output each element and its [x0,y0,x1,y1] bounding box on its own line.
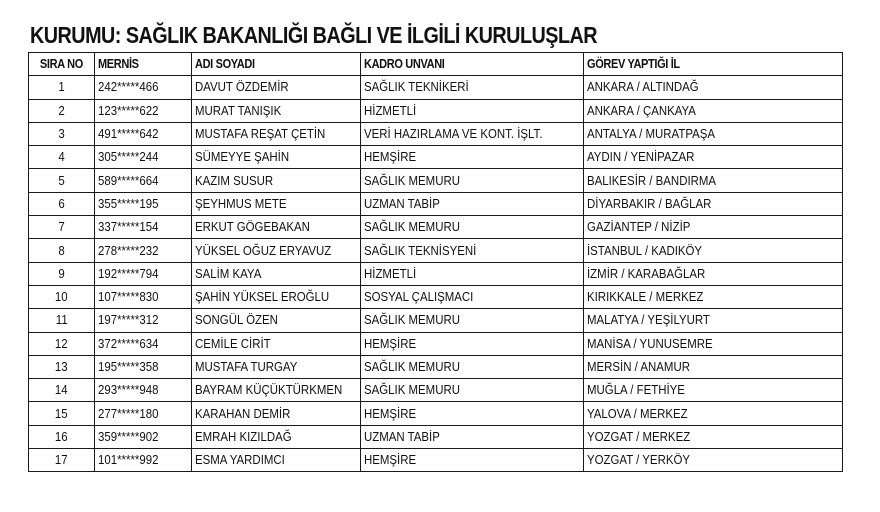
table-row [29,76,843,99]
cell-gorev-yaptigi-il: MANİSA / YUNUSEMRE [584,332,843,355]
cell-sira-no: 15 [29,402,95,425]
cell-mernis: 293*****948 [95,379,192,402]
table-row [29,216,843,239]
table-row [29,332,843,355]
document-title: KURUMU: SAĞLIK BAKANLIĞI BAĞLI VE İLGİLİ KURULUŞLAR [30,22,598,48]
cell-adi-soyadi: BAYRAM KÜÇÜKTÜRKMEN [192,379,361,402]
table-row [29,449,843,472]
cell-kadro-unvani: HEMŞİRE [361,332,584,355]
cell-adi-soyadi: ESMA YARDIMCI [192,449,361,472]
table-row [29,192,843,215]
cell-gorev-yaptigi-il: YOZGAT / MERKEZ [584,425,843,448]
cell-sira-no: 1 [29,76,95,99]
cell-adi-soyadi: SONGÜL ÖZEN [192,309,361,332]
cell-mernis: 242*****466 [95,76,192,99]
cell-kadro-unvani: HEMŞİRE [361,449,584,472]
cell-kadro-unvani: HİZMETLİ [361,99,584,122]
cell-gorev-yaptigi-il: İSTANBUL / KADIKÖY [584,239,843,262]
cell-gorev-yaptigi-il: GAZİANTEP / NİZİP [584,216,843,239]
cell-sira-no: 8 [29,239,95,262]
cell-adi-soyadi: ŞEYHMUS METE [192,192,361,215]
cell-sira-no: 7 [29,216,95,239]
table-row [29,402,843,425]
cell-sira-no: 11 [29,309,95,332]
cell-gorev-yaptigi-il: MUĞLA / FETHİYE [584,379,843,402]
cell-mernis: 101*****992 [95,449,192,472]
cell-adi-soyadi: ŞAHİN YÜKSEL EROĞLU [192,285,361,308]
cell-adi-soyadi: KAZIM SUSUR [192,169,361,192]
cell-kadro-unvani: HEMŞİRE [361,146,584,169]
personnel-table [28,52,843,472]
table-row [29,285,843,308]
header-sira-no: SIRA NO [29,53,95,76]
cell-sira-no: 16 [29,425,95,448]
cell-mernis: 355*****195 [95,192,192,215]
cell-kadro-unvani: HEMŞİRE [361,402,584,425]
cell-kadro-unvani: SAĞLIK TEKNİKERİ [361,76,584,99]
cell-gorev-yaptigi-il: DİYARBAKIR / BAĞLAR [584,192,843,215]
cell-mernis: 372*****634 [95,332,192,355]
cell-gorev-yaptigi-il: YOZGAT / YERKÖY [584,449,843,472]
table-header-row [29,53,843,76]
cell-mernis: 123*****622 [95,99,192,122]
cell-gorev-yaptigi-il: YALOVA / MERKEZ [584,402,843,425]
header-mernis: MERNİS [95,53,192,76]
cell-adi-soyadi: MUSTAFA REŞAT ÇETİN [192,122,361,145]
cell-adi-soyadi: EMRAH KIZILDAĞ [192,425,361,448]
cell-sira-no: 14 [29,379,95,402]
table-row [29,122,843,145]
cell-gorev-yaptigi-il: MALATYA / YEŞİLYURT [584,309,843,332]
cell-kadro-unvani: SAĞLIK MEMURU [361,379,584,402]
table-row [29,309,843,332]
cell-sira-no: 17 [29,449,95,472]
table-body [29,76,843,472]
cell-adi-soyadi: MURAT TANIŞIK [192,99,361,122]
cell-sira-no: 2 [29,99,95,122]
cell-adi-soyadi: DAVUT ÖZDEMİR [192,76,361,99]
table-row [29,262,843,285]
cell-mernis: 359*****902 [95,425,192,448]
table-row [29,146,843,169]
header-adi-soyadi: ADI SOYADI [192,53,361,76]
cell-sira-no: 3 [29,122,95,145]
cell-kadro-unvani: SAĞLIK MEMURU [361,216,584,239]
cell-mernis: 278*****232 [95,239,192,262]
cell-sira-no: 13 [29,355,95,378]
cell-kadro-unvani: HİZMETLİ [361,262,584,285]
cell-kadro-unvani: UZMAN TABİP [361,425,584,448]
cell-kadro-unvani: SOSYAL ÇALIŞMACI [361,285,584,308]
cell-kadro-unvani: UZMAN TABİP [361,192,584,215]
cell-sira-no: 9 [29,262,95,285]
cell-adi-soyadi: KARAHAN DEMİR [192,402,361,425]
cell-kadro-unvani: VERİ HAZIRLAMA VE KONT. İŞLT. [361,122,584,145]
cell-gorev-yaptigi-il: KIRIKKALE / MERKEZ [584,285,843,308]
cell-mernis: 305*****244 [95,146,192,169]
cell-kadro-unvani: SAĞLIK MEMURU [361,169,584,192]
cell-adi-soyadi: SALİM KAYA [192,262,361,285]
cell-adi-soyadi: MUSTAFA TURGAY [192,355,361,378]
cell-sira-no: 5 [29,169,95,192]
cell-gorev-yaptigi-il: ANKARA / ALTINDAĞ [584,76,843,99]
cell-adi-soyadi: ERKUT GÖGEBAKAN [192,216,361,239]
cell-gorev-yaptigi-il: BALIKESİR / BANDIRMA [584,169,843,192]
cell-gorev-yaptigi-il: MERSİN / ANAMUR [584,355,843,378]
cell-sira-no: 6 [29,192,95,215]
cell-mernis: 195*****358 [95,355,192,378]
table-row [29,239,843,262]
cell-mernis: 589*****664 [95,169,192,192]
cell-sira-no: 4 [29,146,95,169]
cell-gorev-yaptigi-il: İZMİR / KARABAĞLAR [584,262,843,285]
cell-kadro-unvani: SAĞLIK MEMURU [361,355,584,378]
cell-kadro-unvani: SAĞLIK MEMURU [361,309,584,332]
cell-mernis: 197*****312 [95,309,192,332]
table-row [29,99,843,122]
cell-mernis: 192*****794 [95,262,192,285]
cell-adi-soyadi: YÜKSEL OĞUZ ERYAVUZ [192,239,361,262]
table-row [29,169,843,192]
cell-mernis: 337*****154 [95,216,192,239]
cell-gorev-yaptigi-il: ANTALYA / MURATPAŞA [584,122,843,145]
cell-mernis: 107*****830 [95,285,192,308]
table-row [29,355,843,378]
cell-adi-soyadi: SÜMEYYE ŞAHİN [192,146,361,169]
header-kadro-unvani: KADRO UNVANI [361,53,584,76]
table-row [29,425,843,448]
cell-gorev-yaptigi-il: AYDIN / YENİPAZAR [584,146,843,169]
cell-adi-soyadi: CEMİLE CİRİT [192,332,361,355]
header-gorev-yaptigi-il: GÖREV YAPTIĞI İL [584,53,843,76]
cell-mernis: 277*****180 [95,402,192,425]
cell-sira-no: 12 [29,332,95,355]
cell-mernis: 491*****642 [95,122,192,145]
cell-gorev-yaptigi-il: ANKARA / ÇANKAYA [584,99,843,122]
cell-sira-no: 10 [29,285,95,308]
table-row [29,379,843,402]
cell-kadro-unvani: SAĞLIK TEKNİSYENİ [361,239,584,262]
